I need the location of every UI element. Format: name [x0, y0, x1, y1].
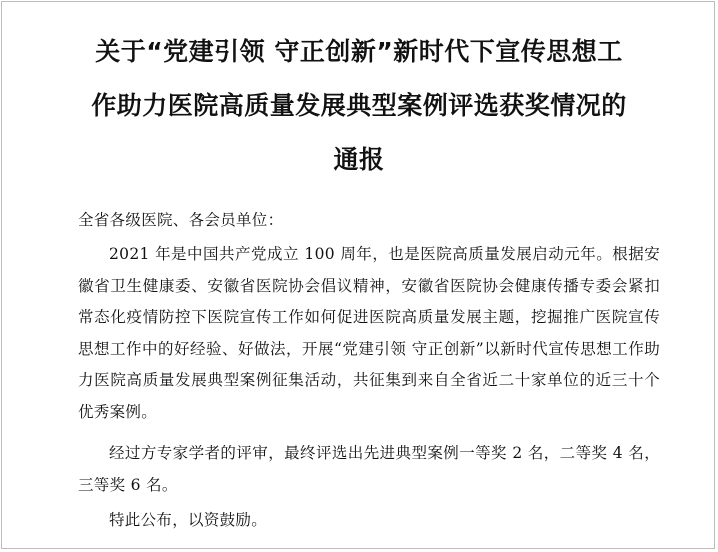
notice-title-line-1: 关于“党建引领 守正创新”新时代下宣传思想工: [95, 37, 623, 66]
body-paragraph-closing: 特此公布，以资鼓励。: [109, 511, 268, 529]
notice-title-line-2: 作助力医院高质量发展典型案例评选获奖情况的: [91, 91, 627, 120]
body-paragraph-intro: 2021 年是中国共产党成立 100 周年，也是医院高质量发展启动元年。根据安徽省卫生健康委、安徽省医院协会倡议精神，安徽省医院协会健康传播专委会紧扣常态化疫情防控下医院宣传工作如何促进医院高质量发展主题，挖掘推广医院宣传思想工作中的好经验、好做法，开展“党建引领 守正创新”以新时代宣传思想工作助力医院高质量发展典型案例征集活动，共征集到来自全省近二十家单位的近三十个优秀案例。: [78, 245, 660, 421]
salutation: 全省各级医院、各会员单位：: [78, 211, 284, 229]
body-paragraph-results: 经过方专家学者的评审，最终评选出先进典型案例一等奖 2 名，二等奖 4 名，三等奖 6 名。: [78, 444, 660, 494]
notice-title-line-3: 通报: [333, 145, 385, 174]
